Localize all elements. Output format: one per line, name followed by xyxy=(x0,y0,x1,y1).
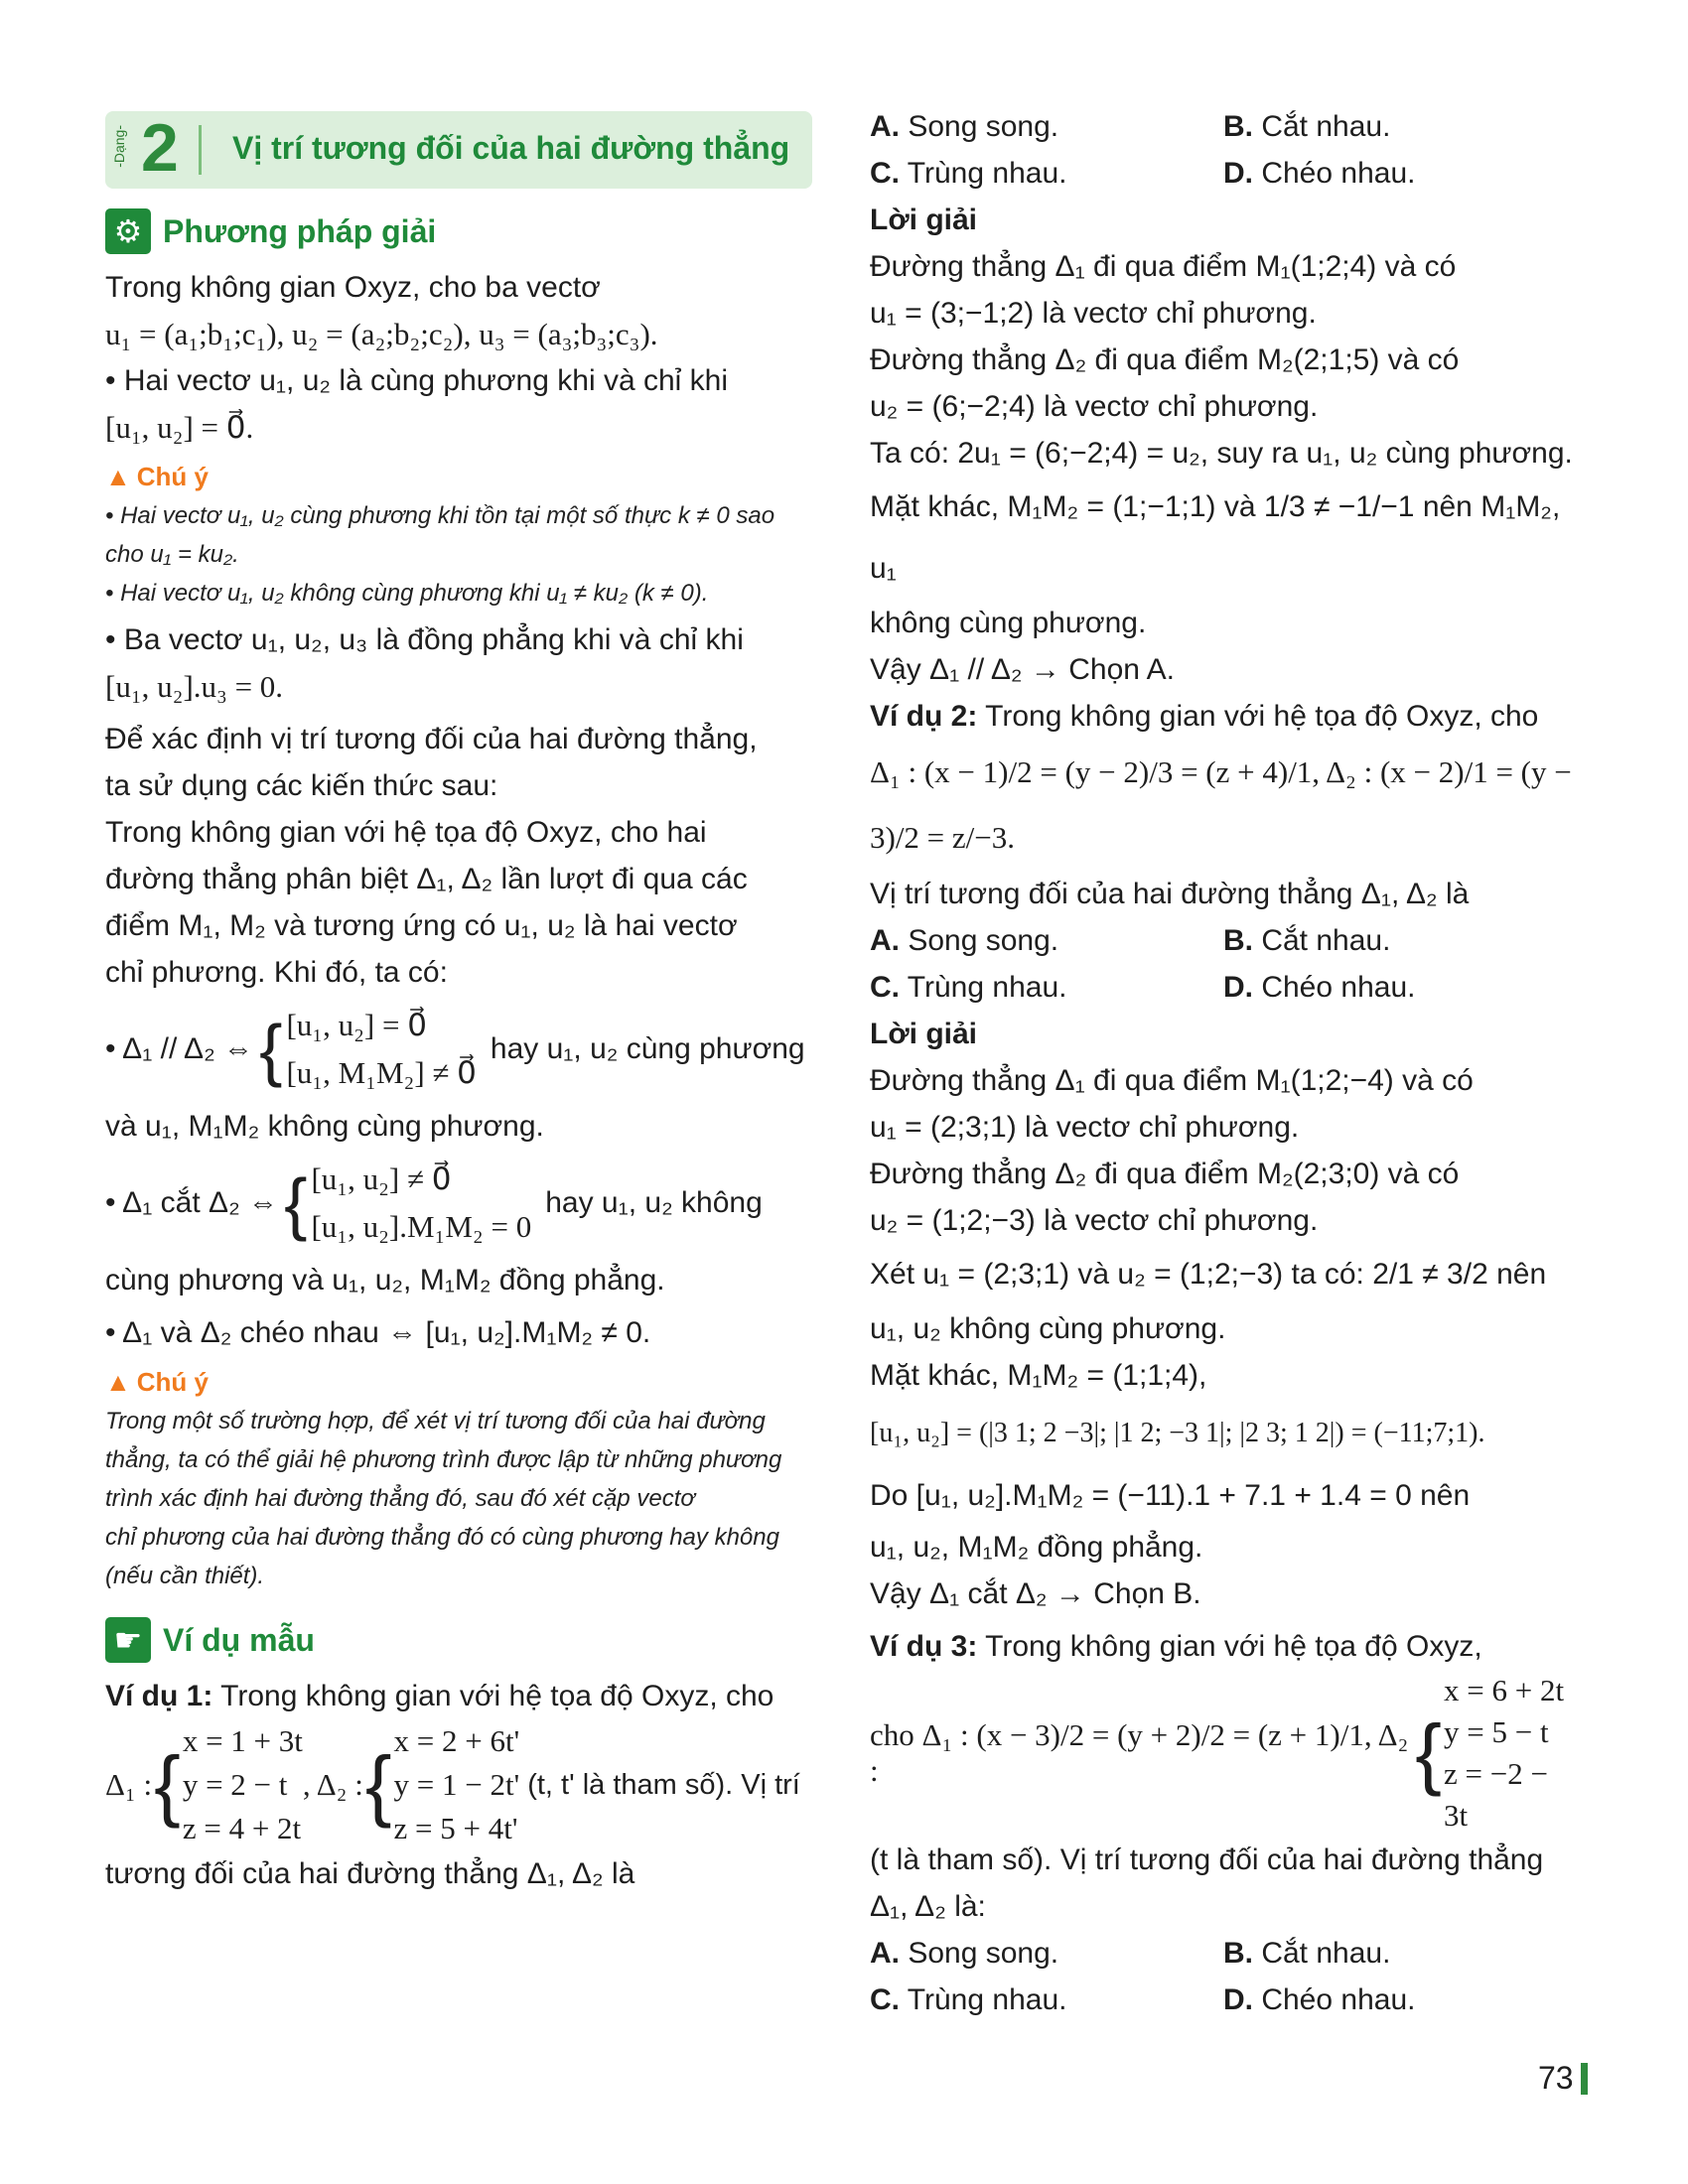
examples-heading xyxy=(105,1617,812,1663)
coplanar-line-1: • Ba vectơ u₁, u₂, u₃ là đồng phẳng khi và chỉ khi xyxy=(105,623,744,656)
intro-line-5: điểm M₁, M₂ và tương ứng có u₁, u₂ là hai vectơ xyxy=(105,909,738,942)
ex2-option-d: D. Chéo nhau. xyxy=(1223,971,1416,1004)
ex1-sol-4: u₂ = (6;−2;4) là vectơ chỉ phương. xyxy=(870,390,1319,423)
note-1-line-2: cho u₁ = ku₂. xyxy=(105,541,239,568)
ex1-options-row-2 xyxy=(870,150,1577,197)
pointing-hand-icon: ☛ xyxy=(105,1617,151,1663)
ex1-d2-y: y = 1 − 2t' xyxy=(393,1767,520,1802)
warning-icon: ▲ xyxy=(105,1367,131,1397)
banner-divider xyxy=(199,125,202,175)
intro-line-1: Để xác định vị trí tương đối của hai đường thẳng, xyxy=(105,723,758,755)
method-line-2: u₁ = (a₁;b₁;c₁), u₂ = (a₂;b₂;c₂), u₃ = (a₃;b₃;c₃). xyxy=(105,317,658,351)
ex1-option-b: B. Cắt nhau. xyxy=(1223,110,1391,143)
section-banner xyxy=(105,111,812,189)
ex2-solution-label: Lời giải xyxy=(870,1018,978,1050)
ex1-sol-3: Đường thẳng Δ₂ đi qua điểm M₂(2;1;5) và có xyxy=(870,343,1460,376)
ex2-sol-2: u₁ = (2;3;1) là vectơ chỉ phương. xyxy=(870,1111,1300,1144)
examples-heading-text: Ví dụ mẫu xyxy=(163,1621,315,1658)
ex2-text: Trong không gian với hệ tọa độ Oxyz, cho xyxy=(985,700,1539,733)
ex1-label: Ví dụ 1: xyxy=(105,1680,213,1712)
ex2-option-a: A. Song song. xyxy=(870,924,1059,957)
parallel-condition: • Δ₁ // Δ₂ ⇔ { [u₁, u₂] = 0⃗ [u₁, M₁M₂] ≠ 0⃗ hay u₁, u₂ cùng phương xyxy=(105,1002,812,1097)
banner-number: 2 xyxy=(141,110,179,186)
method-heading-text: Phương pháp giải xyxy=(163,212,437,249)
ex2-sol-4: u₂ = (1;2;−3) là vectơ chỉ phương. xyxy=(870,1204,1319,1237)
ex1-sol-6: Mặt khác, M₁M₂ = (1;−1;1) và 1/3 ≠ −1/−1 nên M₁M₂, u₁ xyxy=(870,490,1561,585)
ex1-option-a: A. Song song. xyxy=(870,110,1059,143)
intersect-sys-1: [u₁, u₂] ≠ 0⃗ xyxy=(311,1161,452,1196)
ex1-sol-7: không cùng phương. xyxy=(870,607,1147,639)
ex2-options-row-1 xyxy=(870,917,1577,964)
ex2-question: Vị trí tương đối của hai đường thẳng Δ₁, Δ₂ là xyxy=(870,878,1470,910)
ex1-text: Trong không gian với hệ tọa độ Oxyz, cho xyxy=(220,1680,774,1712)
note-2-heading: ▲ Chú ý xyxy=(105,1367,209,1397)
intersect-lhs: • Δ₁ cắt Δ₂ ⇔ xyxy=(105,1186,279,1219)
note-2-line-5: (nếu cần thiết). xyxy=(105,1563,265,1589)
ex3-option-a: A. Song song. xyxy=(870,1937,1059,1970)
note-1-heading: ▲ Chú ý xyxy=(105,462,209,491)
intro-line-3: Trong không gian với hệ tọa độ Oxyz, cho hai xyxy=(105,816,707,849)
ex1-d2-name: , Δ₂ : xyxy=(302,1767,363,1802)
ex3-equations: cho Δ₁ : (x − 3)/2 = (y + 2)/2 = (z + 1)/1, Δ₂ : { x = 6 + 2t y = 5 − t z = −2 − 3t xyxy=(870,1670,1577,1837)
note-2-line-4: chỉ phương của hai đường thẳng đó có cùng phương hay không xyxy=(105,1524,779,1551)
ex1-options-row-1 xyxy=(870,103,1577,150)
ex1-d2-x: x = 2 + 6t' xyxy=(393,1723,520,1758)
ex2-sol-10: u₁, u₂, M₁M₂ đồng phẳng. xyxy=(870,1531,1203,1564)
ex3-d2-y: y = 5 − t xyxy=(1443,1714,1549,1749)
ex2-sol-6: u₁, u₂ không cùng phương. xyxy=(870,1312,1226,1345)
intro-line-4: đường thẳng phân biệt Δ₁, Δ₂ lần lượt đi qua các xyxy=(105,863,748,895)
skew-condition: • Δ₁ và Δ₂ chéo nhau ⇔ [u₁, u₂].M₁M₂ ≠ 0. xyxy=(105,1316,651,1349)
banner-dang-label: -Dạng- xyxy=(111,125,127,168)
ex1-sol-2: u₁ = (3;−1;2) là vectơ chỉ phương. xyxy=(870,297,1317,330)
left-column xyxy=(105,111,812,1897)
intro-line-2: ta sử dụng các kiến thức sau: xyxy=(105,769,498,802)
ex1-d1-x: x = 1 + 3t xyxy=(182,1723,303,1758)
ex3-d2-z: z = −2 − 3t xyxy=(1443,1756,1548,1833)
ex1-d1-z: z = 4 + 2t xyxy=(182,1811,302,1845)
note-1-line-1: • Hai vectơ u₁, u₂ cùng phương khi tồn tại một số thực k ≠ 0 sao xyxy=(105,502,775,529)
ex1-after: (t, t' là tham số). Vị trí xyxy=(527,1768,800,1801)
warning-icon: ▲ xyxy=(105,462,131,491)
ex1-solution-label: Lời giải xyxy=(870,204,978,236)
intersect-tail: cùng phương và u₁, u₂, M₁M₂ đồng phẳng. xyxy=(105,1264,665,1297)
ex2-options-row-2 xyxy=(870,964,1577,1011)
ex2-sol-11: Vậy Δ₁ cắt Δ₂ → Chọn B. xyxy=(870,1577,1201,1610)
page-number-bar xyxy=(1581,2063,1588,2095)
ex1-sol-5: Ta có: 2u₁ = (6;−2;4) = u₂, suy ra u₁, u₂ cùng phương. xyxy=(870,437,1573,470)
ex2-equations: Δ₁ : (x − 1)/2 = (y − 2)/3 = (z + 4)/1, Δ₂ : (x − 2)/1 = (y − 3)/2 = z/−3. xyxy=(870,754,1572,855)
parallel-lhs: • Δ₁ // Δ₂ ⇔ xyxy=(105,1032,254,1065)
note-2-line-3: trình xác định hai đường thẳng đó, sau đó xét cặp vectơ xyxy=(105,1485,695,1512)
method-heading xyxy=(105,208,812,254)
parallel-sys-1: [u₁, u₂] = 0⃗ xyxy=(286,1008,427,1042)
ex1-d1-name: Δ₁ : xyxy=(105,1767,153,1802)
ex1-systems: Δ₁ : { x = 1 + 3t y = 2 − t z = 4 + 2t , Δ₂ : { x = 2 + 6t' y = 1 − 2t' z = 5 + 4t' (t, t' là tham số). Vị trí xyxy=(105,1719,812,1850)
right-column xyxy=(870,103,1577,2023)
intro-line-6: chỉ phương. Khi đó, ta có: xyxy=(105,956,448,989)
ex3-d2-x: x = 6 + 2t xyxy=(1443,1673,1565,1707)
note-2-line-2: thẳng, ta có thể giải hệ phương trình được lập từ những phương xyxy=(105,1446,782,1473)
ex2-option-c: C. Trùng nhau. xyxy=(870,971,1067,1004)
parallel-tail: và u₁, M₁M₂ không cùng phương. xyxy=(105,1110,544,1143)
ex3-options-row-1 xyxy=(870,1930,1577,1977)
ex3-options-row-2 xyxy=(870,1977,1577,2023)
ex3-option-b: B. Cắt nhau. xyxy=(1223,1937,1391,1970)
intersect-sys-2: [u₁, u₂].M₁M₂ = 0 xyxy=(311,1209,532,1244)
ex2-sol-8: [u₁, u₂] = (|3 1; 2 −3|; |1 2; −3 1|; |2 3; 1 2|) = (−11;7;1). xyxy=(870,1418,1485,1448)
ex2-sol-3: Đường thẳng Δ₂ đi qua điểm M₂(2;3;0) và có xyxy=(870,1158,1460,1190)
ex1-sol-1: Đường thẳng Δ₁ đi qua điểm M₁(1;2;4) và có xyxy=(870,250,1457,283)
ex3-label: Ví dụ 3: xyxy=(870,1630,978,1663)
parallel-sys-2: [u₁, M₁M₂] ≠ 0⃗ xyxy=(286,1055,477,1090)
ex1-d2-z: z = 5 + 4t' xyxy=(393,1811,518,1845)
parallel-rhs: hay u₁, u₂ cùng phương xyxy=(490,1032,805,1065)
ex3-option-c: C. Trùng nhau. xyxy=(870,1983,1067,2016)
note-2-line-1: Trong một số trường hợp, để xét vị trí tương đối của hai đường xyxy=(105,1408,766,1434)
ex3-question-1: (t là tham số). Vị trí tương đối của hai đường thẳng xyxy=(870,1843,1544,1876)
intersect-condition: • Δ₁ cắt Δ₂ ⇔ { [u₁, u₂] ≠ 0⃗ [u₁, u₂].M₁M₂ = 0 hay u₁, u₂ không xyxy=(105,1156,812,1251)
gear-icon: ⚙ xyxy=(105,208,151,254)
ex3-eq-prefix: cho Δ₁ : (x − 3)/2 = (y + 2)/2 = (z + 1)/1, Δ₂ : xyxy=(870,1717,1409,1788)
ex1-sol-8: Vậy Δ₁ // Δ₂ → Chọn A. xyxy=(870,653,1175,686)
ex3-question-2: Δ₁, Δ₂ là: xyxy=(870,1890,986,1923)
ex2-sol-7: Mặt khác, M₁M₂ = (1;1;4), xyxy=(870,1359,1207,1392)
banner-title: Vị trí tương đối của hai đường thẳng xyxy=(232,130,790,166)
coplanar-line-2: [u₁, u₂].u₃ = 0. xyxy=(105,669,284,704)
ex2-label: Ví dụ 2: xyxy=(870,700,978,733)
ex2-sol-1: Đường thẳng Δ₁ đi qua điểm M₁(1;2;−4) và có xyxy=(870,1064,1474,1097)
ex1-option-d: D. Chéo nhau. xyxy=(1223,157,1416,190)
note-1-line-3: • Hai vectơ u₁, u₂ không cùng phương khi u₁ ≠ ku₂ (k ≠ 0). xyxy=(105,580,709,607)
ex2-sol-5: Xét u₁ = (2;3;1) và u₂ = (1;2;−3) ta có: 2/1 ≠ 3/2 nên xyxy=(870,1258,1547,1291)
method-line-4: [u₁, u₂] = 0⃗. xyxy=(105,410,254,445)
ex3-option-d: D. Chéo nhau. xyxy=(1223,1983,1416,2016)
ex2-option-b: B. Cắt nhau. xyxy=(1223,924,1391,957)
method-line-3: • Hai vectơ u₁, u₂ là cùng phương khi và chỉ khi xyxy=(105,364,728,397)
page-number: 73 xyxy=(1538,2060,1574,2096)
ex3-text: Trong không gian với hệ tọa độ Oxyz, xyxy=(985,1630,1482,1663)
intersect-rhs: hay u₁, u₂ không xyxy=(545,1186,763,1219)
ex1-d1-y: y = 2 − t xyxy=(182,1767,288,1802)
ex1-end: tương đối của hai đường thẳng Δ₁, Δ₂ là xyxy=(105,1857,635,1890)
ex1-option-c: C. Trùng nhau. xyxy=(870,157,1067,190)
method-line-1: Trong không gian Oxyz, cho ba vectơ xyxy=(105,271,601,304)
ex2-sol-9: Do [u₁, u₂].M₁M₂ = (−11).1 + 7.1 + 1.4 = 0 nên xyxy=(870,1479,1471,1512)
